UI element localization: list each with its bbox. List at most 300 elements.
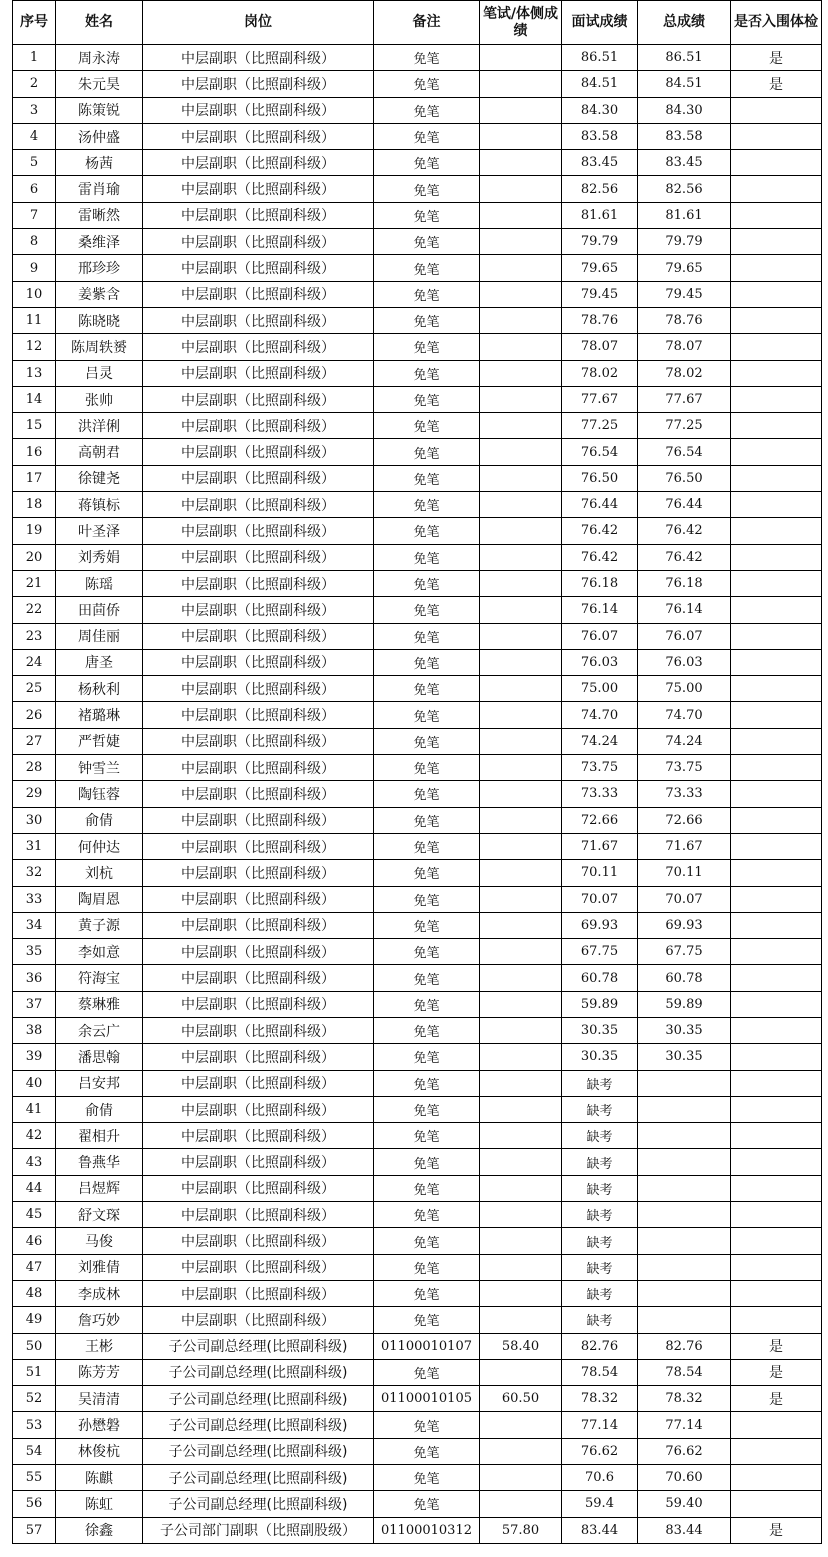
table-row — [13, 1017, 822, 1043]
cell-index: 32 — [13, 860, 56, 886]
cell-index: 12 — [13, 334, 56, 360]
cell-remark: 免笔 — [374, 202, 480, 228]
cell-name: 高朝君 — [56, 439, 143, 465]
cell-position: 中层副职（比照副科级） — [143, 202, 374, 228]
cell-total-score: 59.40 — [638, 1491, 731, 1517]
table-row — [13, 1386, 822, 1412]
cell-shortlisted — [731, 307, 822, 333]
cell-remark: 免笔 — [374, 229, 480, 255]
cell-position: 中层副职（比照副科级） — [143, 439, 374, 465]
table-row — [13, 965, 822, 991]
cell-shortlisted — [731, 649, 822, 675]
table-row — [13, 123, 822, 149]
cell-shortlisted — [731, 97, 822, 123]
cell-index: 49 — [13, 1307, 56, 1333]
cell-remark: 免笔 — [374, 1359, 480, 1385]
cell-name: 刘杭 — [56, 860, 143, 886]
cell-remark: 免笔 — [374, 939, 480, 965]
header-row — [13, 1, 822, 45]
table-row — [13, 597, 822, 623]
cell-total-score: 83.58 — [638, 123, 731, 149]
cell-name: 吕灵 — [56, 360, 143, 386]
cell-total-score: 70.11 — [638, 860, 731, 886]
cell-index: 40 — [13, 1070, 56, 1096]
cell-remark: 免笔 — [374, 334, 480, 360]
table-row — [13, 1149, 822, 1175]
cell-name: 张帅 — [56, 386, 143, 412]
cell-total-score: 82.56 — [638, 176, 731, 202]
cell-interview-score: 73.75 — [562, 755, 638, 781]
cell-interview-score: 59.89 — [562, 991, 638, 1017]
cell-interview-score: 76.03 — [562, 649, 638, 675]
cell-written-score — [480, 544, 562, 570]
cell-position: 子公司副总经理(比照副科级) — [143, 1491, 374, 1517]
cell-remark: 免笔 — [374, 386, 480, 412]
cell-index: 33 — [13, 886, 56, 912]
cell-name: 舒文琛 — [56, 1202, 143, 1228]
cell-written-score — [480, 255, 562, 281]
cell-written-score: 57.80 — [480, 1517, 562, 1543]
cell-shortlisted — [731, 1307, 822, 1333]
cell-interview-score: 缺考 — [562, 1070, 638, 1096]
cell-index: 23 — [13, 623, 56, 649]
cell-total-score — [638, 1149, 731, 1175]
cell-position: 中层副职（比照副科级） — [143, 1228, 374, 1254]
cell-index: 8 — [13, 229, 56, 255]
cell-index: 51 — [13, 1359, 56, 1385]
cell-index: 17 — [13, 465, 56, 491]
cell-written-score — [480, 465, 562, 491]
cell-remark: 免笔 — [374, 912, 480, 938]
cell-interview-score: 59.4 — [562, 1491, 638, 1517]
cell-written-score — [480, 1123, 562, 1149]
cell-interview-score: 71.67 — [562, 833, 638, 859]
cell-total-score — [638, 1228, 731, 1254]
cell-remark: 免笔 — [374, 991, 480, 1017]
cell-total-score: 76.18 — [638, 570, 731, 596]
cell-total-score: 78.54 — [638, 1359, 731, 1385]
cell-written-score — [480, 939, 562, 965]
cell-shortlisted — [731, 965, 822, 991]
cell-shortlisted: 是 — [731, 45, 822, 71]
cell-position: 子公司副总经理(比照副科级) — [143, 1359, 374, 1385]
cell-total-score — [638, 1254, 731, 1280]
cell-remark: 免笔 — [374, 281, 480, 307]
cell-written-score — [480, 1307, 562, 1333]
cell-remark: 免笔 — [374, 965, 480, 991]
table-row — [13, 465, 822, 491]
cell-interview-score: 76.44 — [562, 492, 638, 518]
cell-shortlisted: 是 — [731, 1386, 822, 1412]
cell-remark: 免笔 — [374, 728, 480, 754]
table-row — [13, 45, 822, 71]
table-row — [13, 649, 822, 675]
table-row — [13, 1254, 822, 1280]
cell-total-score: 78.07 — [638, 334, 731, 360]
cell-index: 27 — [13, 728, 56, 754]
cell-interview-score: 84.51 — [562, 71, 638, 97]
cell-written-score — [480, 71, 562, 97]
table-row — [13, 1412, 822, 1438]
cell-written-score — [480, 755, 562, 781]
cell-total-score — [638, 1280, 731, 1306]
cell-name: 徐键尧 — [56, 465, 143, 491]
cell-remark: 免笔 — [374, 1465, 480, 1491]
cell-index: 46 — [13, 1228, 56, 1254]
cell-total-score: 79.65 — [638, 255, 731, 281]
cell-total-score: 77.14 — [638, 1412, 731, 1438]
cell-total-score: 77.67 — [638, 386, 731, 412]
cell-index: 4 — [13, 123, 56, 149]
cell-shortlisted — [731, 439, 822, 465]
table-row — [13, 702, 822, 728]
cell-interview-score: 84.30 — [562, 97, 638, 123]
cell-total-score — [638, 1096, 731, 1122]
cell-total-score: 83.44 — [638, 1517, 731, 1543]
cell-total-score: 78.02 — [638, 360, 731, 386]
cell-interview-score: 70.11 — [562, 860, 638, 886]
cell-shortlisted — [731, 1491, 822, 1517]
cell-written-score: 60.50 — [480, 1386, 562, 1412]
cell-shortlisted — [731, 597, 822, 623]
cell-shortlisted — [731, 991, 822, 1017]
cell-name: 田茴侨 — [56, 597, 143, 623]
header-written-score: 笔试/体侧成绩 — [480, 1, 562, 45]
cell-remark: 免笔 — [374, 255, 480, 281]
table-row — [13, 1228, 822, 1254]
cell-index: 52 — [13, 1386, 56, 1412]
cell-remark: 免笔 — [374, 1044, 480, 1070]
header-position: 岗位 — [143, 1, 374, 45]
cell-shortlisted: 是 — [731, 1517, 822, 1543]
cell-name: 符海宝 — [56, 965, 143, 991]
cell-name: 王彬 — [56, 1333, 143, 1359]
cell-position: 中层副职（比照副科级） — [143, 492, 374, 518]
cell-total-score: 76.42 — [638, 518, 731, 544]
cell-position: 中层副职（比照副科级） — [143, 123, 374, 149]
table-row — [13, 1465, 822, 1491]
results-table — [12, 0, 822, 1544]
cell-shortlisted — [731, 570, 822, 596]
cell-shortlisted — [731, 1096, 822, 1122]
cell-shortlisted — [731, 281, 822, 307]
cell-remark: 免笔 — [374, 597, 480, 623]
cell-interview-score: 77.67 — [562, 386, 638, 412]
table-row — [13, 1044, 822, 1070]
table-row — [13, 991, 822, 1017]
cell-written-score — [480, 1070, 562, 1096]
cell-interview-score: 79.45 — [562, 281, 638, 307]
cell-shortlisted — [731, 1438, 822, 1464]
cell-total-score: 81.61 — [638, 202, 731, 228]
cell-shortlisted — [731, 1070, 822, 1096]
cell-shortlisted — [731, 386, 822, 412]
cell-remark: 免笔 — [374, 1438, 480, 1464]
cell-written-score — [480, 1017, 562, 1043]
cell-written-score — [480, 1465, 562, 1491]
cell-index: 53 — [13, 1412, 56, 1438]
cell-shortlisted — [731, 623, 822, 649]
cell-interview-score: 82.56 — [562, 176, 638, 202]
cell-remark: 免笔 — [374, 755, 480, 781]
cell-name: 陈虹 — [56, 1491, 143, 1517]
cell-position: 中层副职（比照副科级） — [143, 1280, 374, 1306]
cell-position: 中层副职（比照副科级） — [143, 623, 374, 649]
cell-interview-score: 76.54 — [562, 439, 638, 465]
cell-remark: 免笔 — [374, 676, 480, 702]
cell-position: 中层副职（比照副科级） — [143, 255, 374, 281]
header-name: 姓名 — [56, 1, 143, 45]
cell-remark: 免笔 — [374, 465, 480, 491]
cell-interview-score: 76.14 — [562, 597, 638, 623]
cell-remark: 免笔 — [374, 1228, 480, 1254]
cell-remark: 免笔 — [374, 1123, 480, 1149]
cell-interview-score: 78.76 — [562, 307, 638, 333]
cell-total-score: 73.33 — [638, 781, 731, 807]
cell-written-score — [480, 597, 562, 623]
cell-name: 严哲婕 — [56, 728, 143, 754]
cell-name: 杨茜 — [56, 150, 143, 176]
cell-shortlisted — [731, 334, 822, 360]
cell-position: 中层副职（比照副科级） — [143, 991, 374, 1017]
cell-shortlisted — [731, 702, 822, 728]
table-row — [13, 1070, 822, 1096]
cell-remark: 免笔 — [374, 518, 480, 544]
cell-shortlisted — [731, 360, 822, 386]
cell-shortlisted — [731, 781, 822, 807]
table-row — [13, 1517, 822, 1543]
cell-written-score — [480, 150, 562, 176]
cell-position: 子公司部门副职（比照副股级） — [143, 1517, 374, 1543]
cell-index: 45 — [13, 1202, 56, 1228]
header-remark: 备注 — [374, 1, 480, 45]
table-row — [13, 1491, 822, 1517]
cell-shortlisted — [731, 1044, 822, 1070]
table-row — [13, 255, 822, 281]
cell-remark: 免笔 — [374, 439, 480, 465]
cell-position: 中层副职（比照副科级） — [143, 597, 374, 623]
cell-remark: 免笔 — [374, 45, 480, 71]
cell-total-score — [638, 1070, 731, 1096]
cell-name: 褚璐琳 — [56, 702, 143, 728]
table-row — [13, 728, 822, 754]
cell-interview-score: 缺考 — [562, 1228, 638, 1254]
cell-total-score: 67.75 — [638, 939, 731, 965]
table-row — [13, 781, 822, 807]
cell-written-score — [480, 728, 562, 754]
cell-interview-score: 86.51 — [562, 45, 638, 71]
table-row — [13, 360, 822, 386]
cell-index: 19 — [13, 518, 56, 544]
cell-index: 7 — [13, 202, 56, 228]
cell-written-score — [480, 1149, 562, 1175]
cell-interview-score: 缺考 — [562, 1307, 638, 1333]
cell-interview-score: 76.18 — [562, 570, 638, 596]
cell-written-score — [480, 229, 562, 255]
cell-name: 吕煜辉 — [56, 1175, 143, 1201]
cell-position: 中层副职（比照副科级） — [143, 676, 374, 702]
cell-shortlisted — [731, 518, 822, 544]
cell-position: 子公司副总经理(比照副科级) — [143, 1465, 374, 1491]
cell-name: 鲁燕华 — [56, 1149, 143, 1175]
cell-interview-score: 缺考 — [562, 1096, 638, 1122]
cell-total-score — [638, 1202, 731, 1228]
cell-position: 中层副职（比照副科级） — [143, 649, 374, 675]
cell-interview-score: 69.93 — [562, 912, 638, 938]
cell-name: 潘思翰 — [56, 1044, 143, 1070]
cell-position: 中层副职（比照副科级） — [143, 465, 374, 491]
cell-remark: 免笔 — [374, 702, 480, 728]
cell-name: 姜紫含 — [56, 281, 143, 307]
cell-written-score — [480, 1280, 562, 1306]
table-row — [13, 71, 822, 97]
cell-written-score — [480, 1175, 562, 1201]
cell-total-score: 60.78 — [638, 965, 731, 991]
cell-shortlisted — [731, 833, 822, 859]
cell-index: 14 — [13, 386, 56, 412]
cell-written-score — [480, 1202, 562, 1228]
cell-position: 子公司副总经理(比照副科级) — [143, 1386, 374, 1412]
cell-name: 陈芳芳 — [56, 1359, 143, 1385]
cell-shortlisted: 是 — [731, 1359, 822, 1385]
cell-name: 雷晰然 — [56, 202, 143, 228]
cell-index: 50 — [13, 1333, 56, 1359]
cell-total-score: 78.32 — [638, 1386, 731, 1412]
table-row — [13, 229, 822, 255]
cell-written-score — [480, 1412, 562, 1438]
cell-position: 中层副职（比照副科级） — [143, 413, 374, 439]
cell-shortlisted — [731, 860, 822, 886]
cell-index: 5 — [13, 150, 56, 176]
cell-remark: 01100010312 — [374, 1517, 480, 1543]
cell-shortlisted — [731, 229, 822, 255]
cell-name: 周佳丽 — [56, 623, 143, 649]
cell-written-score — [480, 702, 562, 728]
cell-shortlisted — [731, 728, 822, 754]
cell-written-score — [480, 886, 562, 912]
cell-remark: 免笔 — [374, 781, 480, 807]
cell-total-score — [638, 1175, 731, 1201]
cell-interview-score: 缺考 — [562, 1149, 638, 1175]
cell-interview-score: 30.35 — [562, 1017, 638, 1043]
cell-shortlisted — [731, 255, 822, 281]
cell-position: 中层副职（比照副科级） — [143, 360, 374, 386]
cell-name: 俞倩 — [56, 1096, 143, 1122]
cell-total-score: 79.45 — [638, 281, 731, 307]
cell-position: 中层副职（比照副科级） — [143, 281, 374, 307]
cell-interview-score: 81.61 — [562, 202, 638, 228]
cell-written-score — [480, 570, 562, 596]
cell-written-score — [480, 912, 562, 938]
cell-written-score — [480, 965, 562, 991]
cell-total-score: 74.24 — [638, 728, 731, 754]
cell-shortlisted — [731, 807, 822, 833]
cell-written-score — [480, 1228, 562, 1254]
cell-name: 徐鑫 — [56, 1517, 143, 1543]
cell-remark: 免笔 — [374, 307, 480, 333]
cell-remark: 免笔 — [374, 492, 480, 518]
cell-total-score: 76.03 — [638, 649, 731, 675]
cell-index: 20 — [13, 544, 56, 570]
cell-remark: 免笔 — [374, 1175, 480, 1201]
cell-index: 54 — [13, 1438, 56, 1464]
cell-index: 6 — [13, 176, 56, 202]
cell-remark: 01100010107 — [374, 1333, 480, 1359]
cell-shortlisted: 是 — [731, 71, 822, 97]
cell-total-score: 76.62 — [638, 1438, 731, 1464]
cell-shortlisted — [731, 1175, 822, 1201]
cell-index: 30 — [13, 807, 56, 833]
cell-total-score: 70.07 — [638, 886, 731, 912]
cell-interview-score: 77.25 — [562, 413, 638, 439]
cell-interview-score: 缺考 — [562, 1254, 638, 1280]
cell-index: 1 — [13, 45, 56, 71]
cell-total-score: 72.66 — [638, 807, 731, 833]
cell-index: 36 — [13, 965, 56, 991]
cell-written-score — [480, 202, 562, 228]
cell-interview-score: 76.07 — [562, 623, 638, 649]
cell-index: 22 — [13, 597, 56, 623]
cell-shortlisted — [731, 1123, 822, 1149]
table-row — [13, 833, 822, 859]
cell-total-score: 84.30 — [638, 97, 731, 123]
cell-index: 9 — [13, 255, 56, 281]
cell-interview-score: 缺考 — [562, 1202, 638, 1228]
cell-position: 中层副职（比照副科级） — [143, 833, 374, 859]
cell-index: 37 — [13, 991, 56, 1017]
cell-shortlisted — [731, 465, 822, 491]
cell-remark: 免笔 — [374, 360, 480, 386]
cell-shortlisted — [731, 1149, 822, 1175]
cell-interview-score: 76.50 — [562, 465, 638, 491]
cell-written-score: 58.40 — [480, 1333, 562, 1359]
cell-index: 55 — [13, 1465, 56, 1491]
cell-total-score: 76.07 — [638, 623, 731, 649]
cell-shortlisted — [731, 176, 822, 202]
cell-index: 43 — [13, 1149, 56, 1175]
cell-name: 何仲达 — [56, 833, 143, 859]
cell-position: 中层副职（比照副科级） — [143, 1044, 374, 1070]
cell-remark: 免笔 — [374, 807, 480, 833]
cell-interview-score: 75.00 — [562, 676, 638, 702]
cell-total-score: 59.89 — [638, 991, 731, 1017]
cell-written-score — [480, 360, 562, 386]
cell-shortlisted — [731, 939, 822, 965]
cell-written-score — [480, 1359, 562, 1385]
cell-index: 18 — [13, 492, 56, 518]
cell-interview-score: 82.76 — [562, 1333, 638, 1359]
cell-index: 39 — [13, 1044, 56, 1070]
header-interview-score: 面试成绩 — [562, 1, 638, 45]
cell-index: 48 — [13, 1280, 56, 1306]
cell-position: 中层副职（比照副科级） — [143, 570, 374, 596]
cell-index: 21 — [13, 570, 56, 596]
cell-interview-score: 79.79 — [562, 229, 638, 255]
cell-written-score — [480, 676, 562, 702]
table-row — [13, 307, 822, 333]
cell-written-score — [480, 518, 562, 544]
cell-index: 26 — [13, 702, 56, 728]
cell-interview-score: 74.70 — [562, 702, 638, 728]
cell-remark: 免笔 — [374, 860, 480, 886]
cell-index: 38 — [13, 1017, 56, 1043]
cell-written-score — [480, 649, 562, 675]
cell-index: 24 — [13, 649, 56, 675]
cell-written-score — [480, 386, 562, 412]
cell-written-score — [480, 1438, 562, 1464]
cell-written-score — [480, 45, 562, 71]
cell-position: 中层副职（比照副科级） — [143, 229, 374, 255]
